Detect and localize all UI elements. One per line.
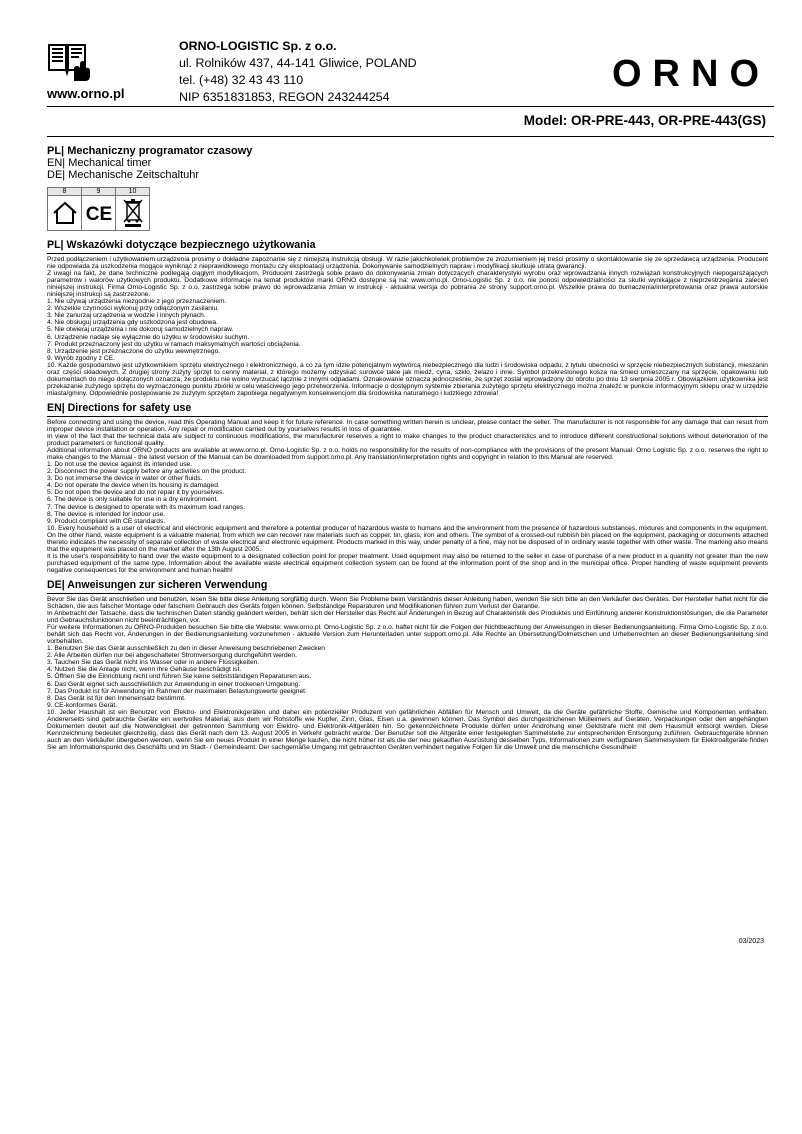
weee-paragraph: It is the user's responsibility to hand over the waste equipment to a designated collection point for proper treatment. Used equipment may also be returned to the seller in case of purchase of a new product in a quantity not greater than the new purchased equipment of the same type. Information about the available waste electrical equipment collection system can be found at the information point of the shop and in the municipal office. Proper handling of waste equipment prevents negative consequences for the environment and human health! bbox=[47, 552, 768, 574]
list-item: 9. CE-konformes Gerät. bbox=[47, 701, 118, 709]
section-title: EN| Directions for safety use bbox=[47, 401, 768, 417]
section-title: PL| Wskazówki dotyczące bezpiecznego użytkowania bbox=[47, 238, 768, 254]
paragraph: Z uwagi na fakt, że dane techniczne podlegają ciągłym modyfikacjom, Producent zastrzega sobie prawo do dokonywania zmian dotyczących charakterystyki wyrobu oraz wprowadzania innych rozwiązań konstrukcyjnych niepogarszających parametrów i walorów użytkowych produktu. Dodatkowe informacje na temat produktów marki ORNO dostępne są na: www.orno.pl. Orno-Logistic Sp. z o.o. nie ponosi odpowiedzialności za skutki wynikające z nieprzestrzegania zaleceń niniejszej instrukcji. Firma Orno-Logistic Sp. z o.o. zastrzega sobie prawo do wprowadzania zmian w instrukcji - aktualna wersja do pobrania ze strony support.orno.pl. Wszelkie prawa do tłumaczenia/interpretowania oraz prawa autorskie niniejszej instrukcji są zastrzeżone. bbox=[47, 270, 768, 299]
symbol-cell bbox=[47, 196, 81, 231]
paragraph: Bevor Sie das Gerät anschließen und benutzen, lesen Sie bitte diese Anleitung sorgfältig durch. Wenn Sie Probleme beim Verständnis dieser Anleitung haben, wenden Sie sich bitte an den Verkäufer des Gerätes. Der Hersteller haftet nicht für die Schäden, die aus falscher Montage oder falschem Gebrauch des Geräts folgen können. Selbständige Reparaturen und Modifikationen führen zum Verlust der Garantie. bbox=[47, 595, 768, 611]
list-item: 3. Nie zanurzaj urządzenia w wodzie i innych płynach. bbox=[47, 312, 206, 320]
product-name-pl: PL| Mechaniczny programator czasowy bbox=[47, 145, 253, 157]
indoor-house-icon bbox=[52, 200, 78, 226]
section-title: DE| Anweisungen zur sicheren Verwendung bbox=[47, 578, 768, 594]
list-item: 2. Wszelkie czynności wykonuj przy odłączonym zasilaniu. bbox=[47, 305, 219, 313]
crossed-bin-icon bbox=[121, 198, 145, 228]
paragraph: Für weitere Informationen zu ORNO-Produkten besuchen Sie bitte die Website: www.orno.pl. Orno-Logistic Sp. z o.o. haftet nicht für die Folgen der Nichtbeachtung der Anweisungen in dieser Bedienungsanleitung. Firma Orno-Logistic Sp. z o.o. behält sich das Recht vor, Änderungen in der Bedienungsanleitung vorzunehmen - aktuelle Version zum Herunterladen unter support.orno.pl. Alle Rechte an Übersetzung/Dolmetschen und Urheberrechten an dieser Bedienungsanleitung sind vorbehalten. bbox=[47, 624, 768, 646]
header-divider bbox=[47, 106, 774, 107]
weee-paragraph: 10. Każde gospodarstwo jest użytkownikiem sprzętu elektrycznego i elektronicznego, a co za tym idzie potencjalnym wytwórcą niebezpiecznego dla ludzi i środowiska odpadu, z tytułu obecności w sprzęcie niebezpiecznych substancji, mieszanin oraz części składowych. Z drugiej strony zużyty sprzęt to cenny materiał, z którego możemy odzyskać surowce takie jak miedź, cyna, szkło, żelazo i inne. Symbol przekreślonego kosza na śmieci umieszczany na sprzęcie, opakowaniu lub dokumentach do niego dołączonych oznacza, że produktu nie wolno wyrzucać łącznie z innymi odpadami. Oznakowanie oznacza jednocześnie, że sprzęt został wprowadzony do obrotu po dniu 13 sierpnia 2005 r. Obowiązkiem użytkownika jest przekazanie zużytego sprzętu do wyznaczonego punktu zbiórki w celu właściwego jego przetworzenia. Informacje o dostępnym systemie zbierania zużytego sprzętu elektrycznego można znaleźć w punkcie informacyjnym sklepu oraz w urzędzie miasta/gminy. Odpowiednie postępowanie ze zużytym sprzętem zapobiega negatywnym konsekwencjom dla środowiska naturalnego i ludzkiego zdrowia! bbox=[47, 361, 768, 397]
company-name: ORNO-LOGISTIC Sp. z o.o. bbox=[179, 39, 337, 53]
company-info bbox=[179, 38, 417, 106]
company-address: ul. Rolników 437, 44-141 Gliwice, POLAND bbox=[179, 56, 417, 70]
safety-content bbox=[47, 238, 768, 755]
list-item: 4. Do not operate the device when its housing is damaged. bbox=[47, 482, 220, 490]
document-date: 03/2023 bbox=[738, 938, 764, 945]
paragraph: In Anbetracht der Tatsache, dass die technischen Daten ständig geändert werden, behält sich der Hersteller das Recht auf Änderungen in Bezug auf Charakteristik des Produktes und Einführung anderer Konstruktionslösungen, die die Parameter und Gebrauchsfunktionen nicht beeinträchtigen, vor. bbox=[47, 610, 768, 625]
list-item: 7. Das Produkt ist für Anwendung im Rahmen der maximalen Belastungswerte geeignet. bbox=[47, 687, 307, 695]
list-item: 5. Do not open the device and do not repair it by yourselves. bbox=[47, 489, 225, 497]
list-item: 6. The device is only suitable for use in a dry environment. bbox=[47, 496, 219, 504]
list-item: 2. Alle Arbeiten dürfen nur bei abgeschalteter Stromversorgung durchgeführt werden. bbox=[47, 652, 297, 660]
company-registration: NIP 6351831853, REGON 243244254 bbox=[179, 90, 390, 104]
list-item: 8. Urządzenie jest przeznaczone do użytku wewnętrznego. bbox=[47, 347, 221, 355]
brand-logo: ORNO bbox=[612, 53, 770, 95]
product-names bbox=[47, 145, 252, 181]
paragraph: Additional information about ORNO products are available at www.orno.pl. Orno-Logistic Sp. z o.o. holds no responsibility for the results of non-compliance with the provisions of the present Manual. Orno Logistic Sp. z o.o. reserves the right to make changes to the Manual - the latest version of the Manual can be downloaded from support.orno.pl. Any translation/interpretation rights and copyright in relation to this Manual are reserved. bbox=[47, 447, 768, 462]
paragraph: Before connecting and using the device, read this Operating Manual and keep it for future reference. In case something written herein is unclear, please contact the seller. The manufacturer is not responsible for any damage that can result from improper device installation or operation. Any repair or modification carried out by yourselves results in loss of guarantee. bbox=[47, 418, 768, 433]
symbol-cell bbox=[115, 196, 150, 231]
symbol-number: 9 bbox=[81, 187, 115, 196]
product-name-de: DE| Mechanische Zeitschaltuhr bbox=[47, 169, 200, 181]
list-item: 7. Produkt przeznaczony jest do użytku w ramach maksymalnych wartości obciążenia. bbox=[47, 340, 301, 348]
list-item: 4. Nutzen Sie die Anlage nicht, wenn ihre Gehäuse beschädigt ist. bbox=[47, 666, 242, 674]
manual-book-icon bbox=[47, 42, 93, 82]
list-item: 4. Nie obsługuj urządzenia gdy uszkodzona jest obudowa. bbox=[47, 319, 218, 327]
list-item: 9. Product compliant with CE standards. bbox=[47, 517, 166, 525]
symbol-number: 10 bbox=[115, 187, 150, 196]
list-item: 2. Disconnect the power supply before any activities on the product. bbox=[47, 468, 246, 476]
list-item: 5. Nie otwieraj urządzenia i nie dokonuj samodzielnych napraw. bbox=[47, 326, 234, 334]
list-item: 9. Wyrób zgodny z CE. bbox=[47, 354, 115, 362]
company-phone: tel. (+48) 32 43 43 110 bbox=[179, 73, 304, 87]
list-item: 3. Do not immerse the device in water or other fluids. bbox=[47, 475, 203, 483]
list-item: 7. The device is designed to operate with its maximum load ranges. bbox=[47, 503, 246, 511]
symbol-number: 8 bbox=[47, 187, 81, 196]
weee-paragraph: 10. Every household is a user of electrical and electronic equipment and therefore a potential producer of hazardous waste to humans and the environment from the presence of hazardous substances, mixtures and components in the equipment. On the other hand, waste equipment is a valuable material, from which we can recover raw materials such as copper, tin, glass, iron and others. The symbol of a crossed-out rubbish bin placed on the equipment, packaging or documents attached thereto indicates the necessity of separate collection of waste electrical and electronic equipment. Products marked in this way, under penalty of a fine, may not be disposed of in ordinary waste together with other waste. The marking also means that the equipment was placed on the market after the 13th August 2005. bbox=[47, 524, 768, 553]
section-en bbox=[47, 401, 768, 574]
section-pl bbox=[47, 238, 768, 397]
symbols-table bbox=[47, 187, 182, 231]
list-item: 1. Do not use the device against its intended use. bbox=[47, 461, 193, 469]
list-item: 1. Nie używaj urządzenia niezgodnie z jego przeznaczeniem. bbox=[47, 298, 227, 306]
model-divider bbox=[47, 136, 774, 137]
product-name-en: EN| Mechanical timer bbox=[47, 157, 152, 169]
model-number: Model: OR-PRE-443, OR-PRE-443(GS) bbox=[523, 113, 766, 128]
list-item: 8. The device is intended for indoor use. bbox=[47, 510, 166, 518]
symbol-cell bbox=[81, 196, 115, 231]
list-item: 5. Öffnen Sie die Einrichtung nicht und führen Sie keine selbstständigen Reparaturen aus. bbox=[47, 673, 312, 681]
website-url[interactable]: www.orno.pl bbox=[47, 86, 125, 101]
paragraph: Przed podłączeniem i użytkowaniem urządzenia prosimy o dokładne zapoznanie się z niniejszą instrukcją obsługi. W razie jakichkolwiek problemów ze zrozumieniem jej treści prosimy o skontaktowanie się ze sprzedawcą urządzenia. Producent nie odpowiada za uszkodzenia mogące wyniknąć z nieprawidłowego montażu czy eksploatacji urządzenia. Dokonywanie samodzielnych napraw i modyfikacji skutkuje utratą gwarancji. bbox=[47, 256, 768, 271]
paragraph: In view of the fact that the technical data are subject to continuous modifications, the manufacturer reserves a right to make changes to the product characteristics and to introduce different constructional solutions without deterioration of the product parameters or functional quality. bbox=[47, 433, 768, 448]
list-item: 8. Das Gerät ist für den Inneneinsatz bestimmt. bbox=[47, 694, 186, 702]
ce-mark-text: CE bbox=[85, 204, 112, 225]
weee-paragraph: 10. Jeder Haushalt ist ein Benutzer von Elektro- und Elektronikgeräten und daher ein potenzieller Produzent von gefährlichen Abfällen für Mensch und Umwelt, da die Geräte gefährliche Stoffe, Gemische und Komponenten enthalten. Andererseits sind gebrauchte Geräte ein wertvolles Material, aus dem wir Rohstoffe wie Kupfer, Zinn, Glas, Eisen u.a. gewinnen können. Das Symbol des durchgestrichenen Mülleimers auf Geräten, Verpackungen oder den angehängten Dokumenten deutet auf die Notwendigkeit der getrennten Sammlung von Elektro- und Elektronik-Altgeräten hin. So gekennzeichnete Produkte dürfen unter Androhung einer Geldstrafe nicht mit dem Hausmüll entsorgt werden. Diese Kennzeichnung bedeutet gleichzeitig, dass das Gerät nach dem 13. August 2005 in Verkehr gebracht wurde. Der Benutzer soll die Altgeräte einer festgelegten Sammelstelle zur entsprechenden Entsorgung zuführen. Gebrauchtgeräte können auch an den Verkäufer übergeben werden, wenn Sie ein neues Produkt in einer Menge kaufen, die nicht höher ist als die der neu gekauften Ausrüstung desselben Typs. Informationen zum verfügbaren Sammelsystem für Elektroaltgeräte finden Sie am Informationspunkt des Geschäfts und im Stadt- / Gemeindeamt. Der sachgemäße Umgang mit gebrauchten Geräten verhindert negative Folgen für die Umwelt und die menschliche Gesundheit! bbox=[47, 708, 768, 751]
ce-mark-icon bbox=[85, 201, 113, 225]
list-item: 3. Tauchen Sie das Gerät nicht ins Wasser oder in andere Flüssigkeiten. bbox=[47, 659, 260, 667]
list-item: 6. Urządzenie nadaje się wyłącznie do użytku w środowisku suchym. bbox=[47, 333, 250, 341]
list-item: 6. Das Gerät eignet sich ausschließlich zur Anwendung in einer trockenen Umgebung. bbox=[47, 680, 301, 688]
section-de bbox=[47, 578, 768, 751]
list-item: 1. Benutzen Sie das Gerät ausschließlich zu den in dieser Anweisung beschriebenen Zwecken bbox=[47, 645, 325, 653]
